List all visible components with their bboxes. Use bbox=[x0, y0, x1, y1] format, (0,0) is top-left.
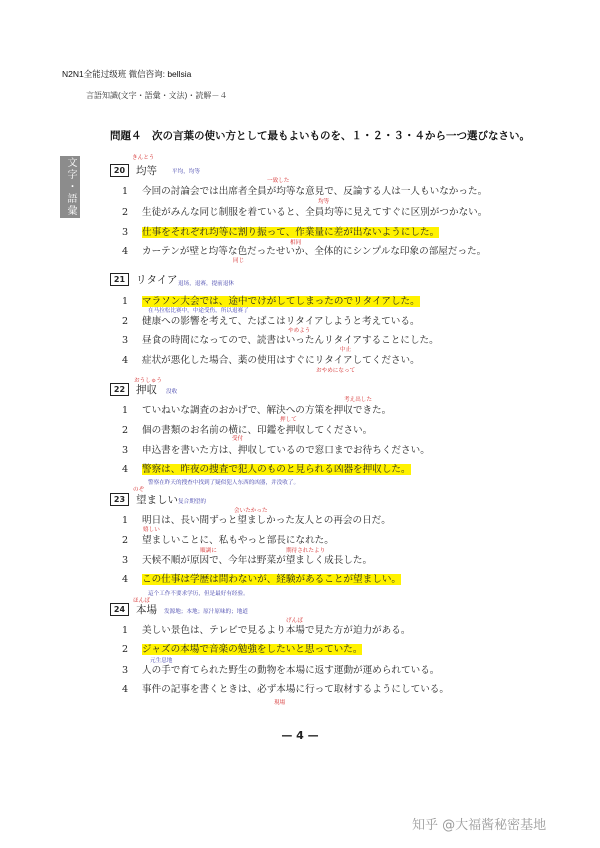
option-number: 2 bbox=[122, 207, 129, 218]
option-text: 天候不順が原因で、今年は野菜が望ましく成長した。 bbox=[142, 555, 373, 566]
side-tab: 文字・語彙 bbox=[60, 156, 80, 218]
option-number: 4 bbox=[122, 464, 129, 475]
option-text: 生徒がみんな同じ制服を着ていると、全員均等に見えてすぐに区別がつかない。 bbox=[142, 207, 488, 218]
question-number: 22 bbox=[110, 383, 129, 396]
question-number: 20 bbox=[110, 164, 129, 177]
annotation: やめよう bbox=[288, 328, 311, 334]
option-text: 申込書を書いた方は、押収しているので窓口までお待ちください。 bbox=[142, 445, 430, 456]
option-line bbox=[122, 352, 420, 366]
option-number: 3 bbox=[122, 335, 129, 346]
header-subtitle: 言語知識(文字・語彙・文法)・読解－４ bbox=[86, 91, 228, 100]
option-number: 1 bbox=[122, 296, 129, 307]
gloss-note: 没收 bbox=[166, 389, 178, 395]
option-line bbox=[122, 224, 439, 238]
option-text: 望ましいことに、私もやっと部長になれた。 bbox=[142, 535, 334, 546]
question-word: リタイア bbox=[136, 274, 178, 286]
option-text: 個の書類のお名前の横に、印鑑を押収してください。 bbox=[142, 425, 373, 436]
option-number: 3 bbox=[122, 445, 129, 456]
annotation: 元生息地 bbox=[150, 658, 173, 664]
option-line bbox=[122, 243, 486, 257]
option-number: 1 bbox=[122, 625, 129, 636]
option-number: 4 bbox=[122, 355, 129, 366]
question-header bbox=[110, 272, 177, 287]
option-line bbox=[122, 681, 449, 695]
annotation: 中止 bbox=[340, 347, 352, 353]
option-text: ていねいな調査のおかげで、解決への方策を押収できた。 bbox=[142, 405, 392, 416]
annotation: 這个工作不要求学历，但是最好有经验。 bbox=[148, 591, 249, 597]
annotation: 押して bbox=[280, 417, 297, 423]
option-line bbox=[122, 532, 334, 546]
annotation: げんば bbox=[286, 618, 303, 624]
option-line bbox=[122, 461, 411, 475]
option-line bbox=[122, 552, 372, 566]
annotation: 考え出した bbox=[344, 397, 372, 403]
option-text-highlighted: 警察は、昨夜の捜査で犯人のものと見られる凶器を押収した。 bbox=[142, 464, 411, 475]
option-line bbox=[122, 662, 439, 676]
option-text: 健康への影響を考えて、たばこはリタイアしようと考えている。 bbox=[142, 316, 420, 327]
reading-note: きんとう bbox=[132, 155, 155, 161]
annotation: 在马拉松比赛中，中途受伤，所以退赛了 bbox=[148, 308, 249, 314]
option-line bbox=[122, 622, 410, 636]
question-word: 押収 bbox=[136, 384, 157, 396]
option-text-highlighted: 仕事をそれぞれ均等に割り振って、作業量に差が出ないようにした。 bbox=[142, 227, 440, 238]
annotation: 期待されたより bbox=[286, 548, 326, 554]
question-header bbox=[110, 163, 157, 178]
reading-note: のぞ bbox=[133, 487, 145, 493]
option-number: 2 bbox=[122, 535, 129, 546]
option-text-highlighted: ジャズの本場で音楽の勉強をしたいと思っていた。 bbox=[142, 644, 363, 655]
annotation: 受付 bbox=[232, 436, 244, 442]
option-text: カーテンが壁と均等な色だったせいか、全体的にシンプルな印象の部屋だった。 bbox=[142, 246, 487, 257]
question-word: 本場 bbox=[136, 604, 157, 616]
option-line bbox=[122, 571, 401, 585]
option-number: 3 bbox=[122, 227, 129, 238]
option-text: 症状が悪化した場合、薬の使用はすぐにリタイアしてください。 bbox=[142, 355, 420, 366]
annotation: 嬉しい bbox=[143, 527, 160, 533]
header-title: N2N1全能过级班 微信咨询: bellsia bbox=[62, 69, 192, 79]
annotation: 会いたかった bbox=[234, 508, 268, 514]
question-number: 24 bbox=[110, 603, 129, 616]
section-title: 問題４ 次の言葉の使い方として最もよいものを、１・２・３・４から一つ選びなさい。 bbox=[110, 130, 530, 142]
option-number: 3 bbox=[122, 665, 129, 676]
option-line bbox=[122, 402, 391, 416]
option-line bbox=[122, 183, 487, 197]
question-word: 望ましい bbox=[136, 494, 178, 506]
option-text: 明日は、長い間ずっと望ましかった友人との再会の日だ。 bbox=[142, 515, 391, 526]
option-number: 1 bbox=[122, 515, 129, 526]
option-number: 1 bbox=[122, 405, 129, 416]
question-header bbox=[110, 492, 178, 507]
option-number: 2 bbox=[122, 425, 129, 436]
gloss-note: 平均，均等 bbox=[172, 169, 200, 175]
option-number: 2 bbox=[122, 644, 129, 655]
option-line bbox=[122, 332, 439, 346]
question-header bbox=[110, 382, 157, 397]
annotation: 同じ bbox=[233, 258, 245, 264]
annotation: おやめになって bbox=[316, 368, 356, 374]
reading-note: おうしゅう bbox=[134, 378, 162, 384]
gloss-note: 发源地；本地；原汁原味的；地道 bbox=[164, 609, 248, 615]
page-number: — 4 — bbox=[281, 729, 319, 742]
option-line bbox=[122, 641, 362, 655]
option-text: 昼食の時間になってので、読書はいったんリタイアすることにした。 bbox=[142, 335, 439, 346]
annotation: 順調に bbox=[200, 548, 217, 554]
option-number: 4 bbox=[122, 246, 129, 257]
option-number: 2 bbox=[122, 316, 129, 327]
option-number: 3 bbox=[122, 555, 129, 566]
option-text: 今回の討論会では出席者全員が均等な意見で、反論する人は一人もいなかった。 bbox=[142, 186, 488, 197]
option-line bbox=[122, 293, 420, 307]
gloss-note: 退场，退赛，提前退休 bbox=[178, 281, 234, 287]
annotation: 警察在昨天的搜查中找到了疑似犯人东西的凶器，并没收了。 bbox=[148, 480, 300, 486]
option-text-highlighted: マラソン大会では、途中でけがしてしまったのでリタイアした。 bbox=[142, 296, 420, 307]
option-line bbox=[122, 204, 487, 218]
option-text-highlighted: この仕事は学歴は問わないが、経験があることが望ましい。 bbox=[142, 574, 402, 585]
question-number: 21 bbox=[110, 273, 129, 286]
option-number: 4 bbox=[122, 574, 129, 585]
annotation: 均等 bbox=[318, 199, 330, 205]
option-line bbox=[122, 422, 372, 436]
question-number: 23 bbox=[110, 493, 129, 506]
option-text: 事件の記事を書くときは、必ず本場に行って取材するようにしている。 bbox=[142, 684, 449, 695]
question-word: 均等 bbox=[136, 165, 157, 177]
watermark: 知乎 @大福酱秘密基地 bbox=[412, 818, 547, 833]
question-header bbox=[110, 602, 157, 617]
gloss-note: 复合期望的 bbox=[178, 499, 206, 505]
annotation: 一致した bbox=[267, 178, 290, 184]
annotation: 現場 bbox=[274, 700, 286, 706]
option-line bbox=[122, 442, 430, 456]
reading-note: ほんば bbox=[133, 598, 150, 604]
option-text: 人の手で育てられた野生の動物を本場に返す運動が運められている。 bbox=[142, 665, 440, 676]
option-number: 1 bbox=[122, 186, 129, 197]
option-line bbox=[122, 313, 420, 327]
option-text: 美しい景色は、テレビで見るより本場で見た方が迫力がある。 bbox=[142, 625, 411, 636]
annotation: 相同 bbox=[290, 240, 302, 246]
option-number: 4 bbox=[122, 684, 129, 695]
option-line bbox=[122, 512, 391, 526]
